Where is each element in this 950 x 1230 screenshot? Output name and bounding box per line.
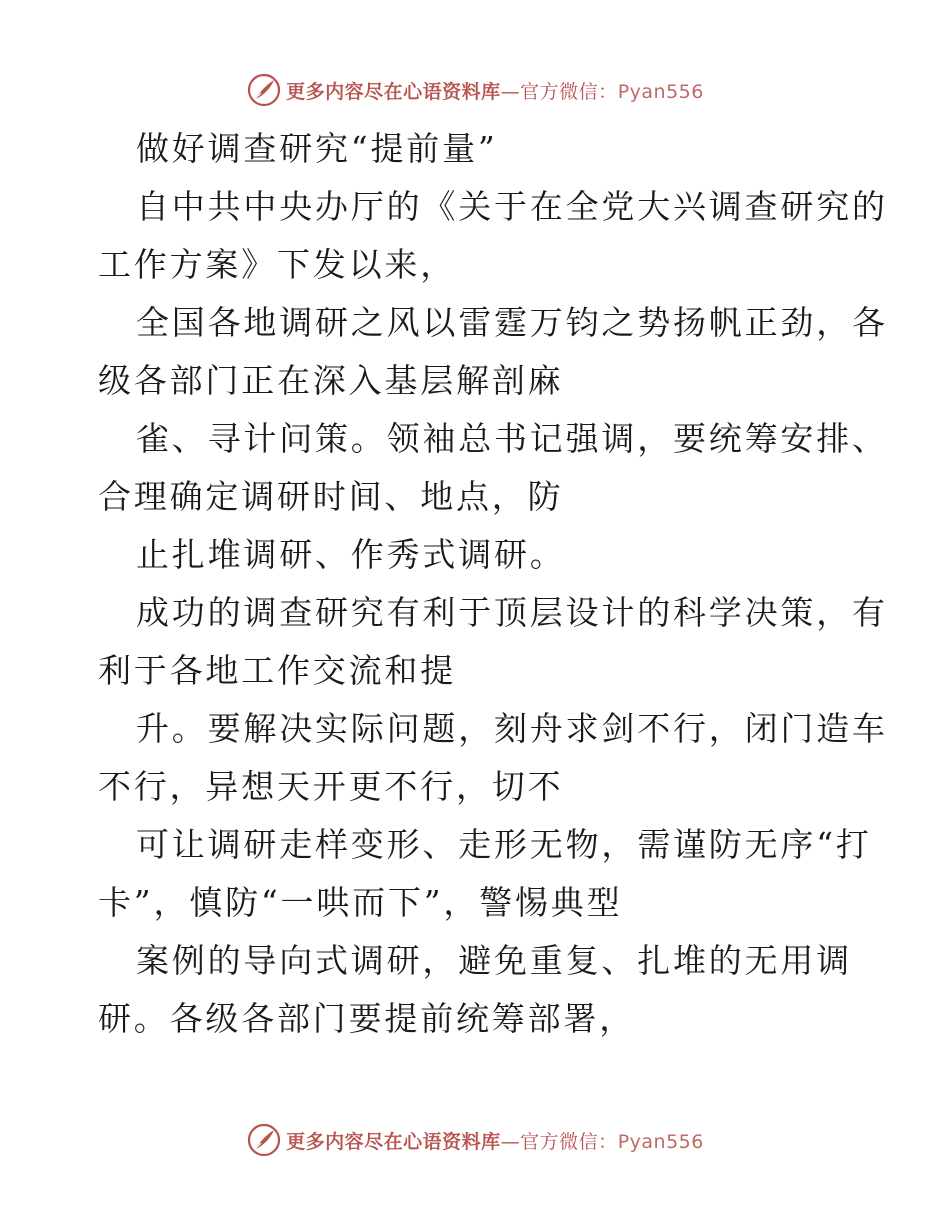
banner-official: 官方微信： [520, 80, 618, 103]
text-line: 做好调查研究“提前量” [136, 129, 498, 168]
banner-account: Pyan556 [617, 1130, 704, 1153]
text-line: 级各部门正在深入基层解剖麻 [98, 361, 564, 400]
banner-label: 更多内容尽在心语资料库 [286, 80, 501, 103]
text-line: 全国各地调研之风以雷霆万钧之势扬帆正劲，各 [136, 303, 888, 342]
text-line: 雀、寻计问策。领袖总书记强调，要统筹安排、 [136, 419, 888, 458]
quill-pen-logo-icon [246, 72, 282, 108]
header-banner [0, 70, 950, 110]
footer-banner [0, 1120, 950, 1160]
text-line: 自中共中央办厅的《关于在全党大兴调查研究的 [136, 187, 888, 226]
banner-text [286, 1127, 704, 1154]
banner-label: 更多内容尽在心语资料库 [286, 1130, 501, 1153]
quill-pen-logo-icon [246, 1122, 282, 1158]
text-line: 成功的调查研究有利于顶层设计的科学决策，有 [136, 593, 888, 632]
text-line: 止扎堆调研、作秀式调研。 [136, 535, 566, 574]
text-line: 利于各地工作交流和提 [98, 651, 456, 690]
banner-dash: — [500, 80, 521, 103]
banner-account: Pyan556 [617, 80, 704, 103]
document-body [98, 120, 888, 1048]
text-line: 研。各级各部门要提前统筹部署， [98, 999, 635, 1038]
banner-text [286, 77, 704, 104]
banner-official: 官方微信： [520, 1130, 618, 1153]
text-line: 工作方案》下发以来， [98, 245, 456, 284]
text-line: 案例的导向式调研，避免重复、扎堆的无用调 [136, 941, 852, 980]
text-line: 不行，异想天开更不行，切不 [98, 767, 564, 806]
text-line: 合理确定调研时间、地点，防 [98, 477, 564, 516]
banner-dash: — [500, 1130, 521, 1153]
text-line: 升。要解决实际问题，刻舟求剑不行，闭门造车 [136, 709, 888, 748]
text-line: 卡”，慎防“一哄而下”，警惕典型 [98, 883, 623, 922]
text-line: 可让调研走样变形、走形无物，需谨防无序“打 [136, 825, 872, 864]
